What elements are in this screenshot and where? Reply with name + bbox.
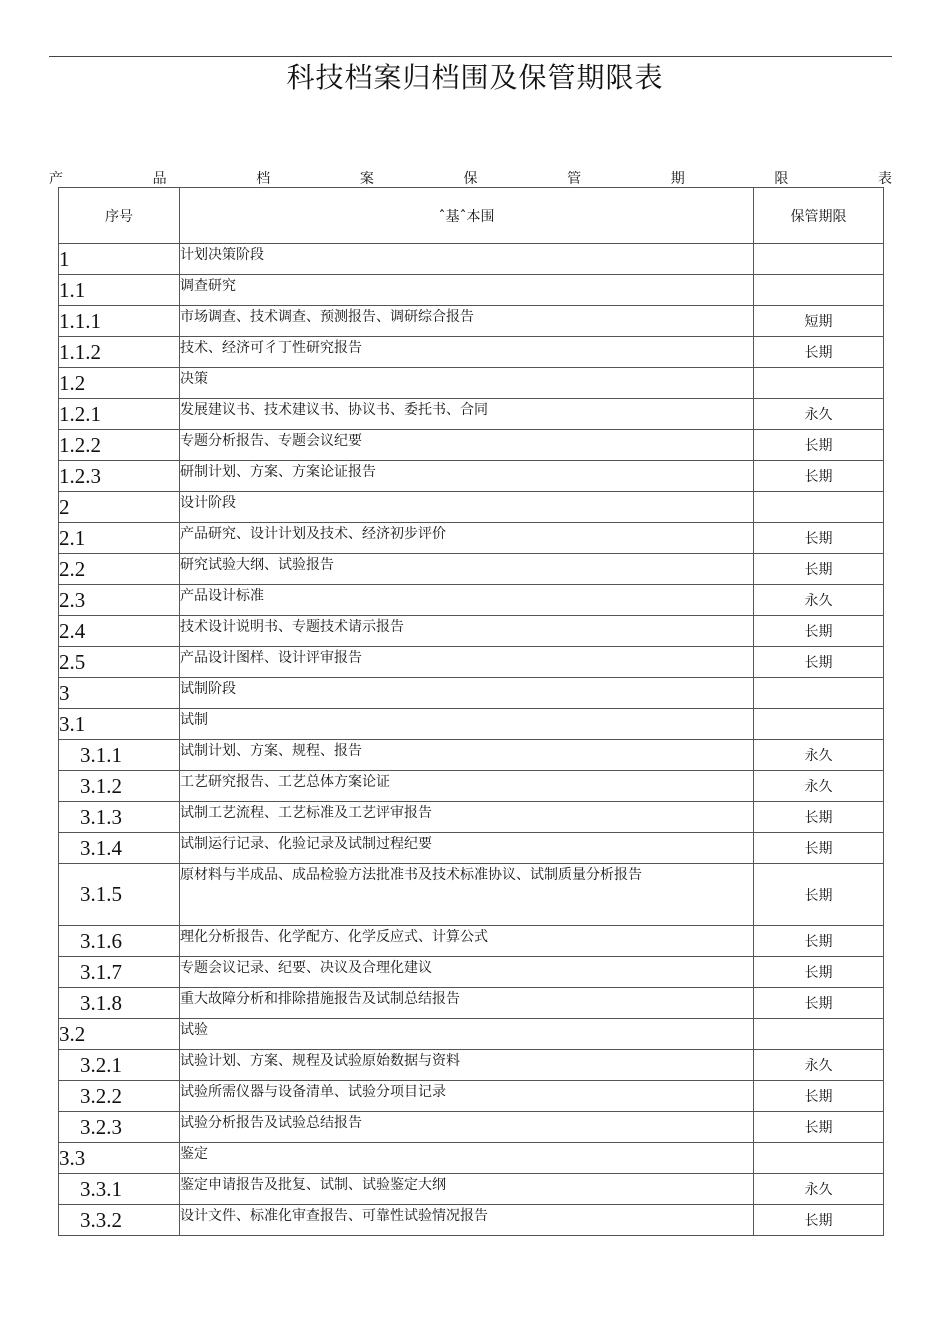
row-number: 1.1 — [59, 275, 180, 306]
row-period: 永久 — [754, 1050, 884, 1081]
row-period: 永久 — [754, 585, 884, 616]
row-number: 3 — [59, 678, 180, 709]
row-content: 试制阶段 — [180, 678, 754, 709]
row-period: 长期 — [754, 1081, 884, 1112]
table-row — [59, 1205, 884, 1236]
row-period — [754, 1143, 884, 1174]
row-content: 决策 — [180, 368, 754, 399]
row-content: 鉴定 — [180, 1143, 754, 1174]
top-rule — [49, 56, 892, 57]
row-content: 产品研究、设计计划及技术、经济初步评价 — [180, 523, 754, 554]
row-number: 3.3 — [59, 1143, 180, 1174]
row-content: 研制计划、方案、方案论证报告 — [180, 461, 754, 492]
table-row — [59, 399, 884, 430]
row-period: 长期 — [754, 957, 884, 988]
row-period: 长期 — [754, 802, 884, 833]
table-row — [59, 337, 884, 368]
row-period: 短期 — [754, 306, 884, 337]
row-period: 永久 — [754, 399, 884, 430]
table-row — [59, 1019, 884, 1050]
row-period — [754, 368, 884, 399]
table-row — [59, 802, 884, 833]
row-period: 长期 — [754, 430, 884, 461]
table-row — [59, 647, 884, 678]
row-content: 工艺研究报告、工艺总体方案论证 — [180, 771, 754, 802]
caption-char: 表 — [878, 171, 892, 187]
row-period: 长期 — [754, 647, 884, 678]
row-number: 1.2.3 — [59, 461, 180, 492]
row-period — [754, 1019, 884, 1050]
header-scope: ˆ基ˆ本围 — [180, 188, 754, 244]
row-number: 2.4 — [59, 616, 180, 647]
archive-table — [58, 187, 884, 1236]
row-number: 2 — [59, 492, 180, 523]
row-period — [754, 244, 884, 275]
row-number: 3.1.1 — [59, 740, 180, 771]
row-number: 1 — [59, 244, 180, 275]
table-row — [59, 275, 884, 306]
row-content: 原材料与半成品、成品检验方法批准书及技术标准协议、试制质量分析报告 — [180, 864, 754, 926]
row-period: 长期 — [754, 1112, 884, 1143]
row-number: 3.2.1 — [59, 1050, 180, 1081]
row-period: 永久 — [754, 740, 884, 771]
row-period: 长期 — [754, 926, 884, 957]
row-period: 长期 — [754, 461, 884, 492]
row-content: 试制运行记录、化验记录及试制过程纪要 — [180, 833, 754, 864]
row-number: 3.1.8 — [59, 988, 180, 1019]
caption-char: 档 — [256, 171, 271, 187]
row-number: 1.2.1 — [59, 399, 180, 430]
row-content: 试验所需仪器与设备清单、试验分项目记录 — [180, 1081, 754, 1112]
row-number: 2.1 — [59, 523, 180, 554]
row-number: 3.2.3 — [59, 1112, 180, 1143]
row-period: 永久 — [754, 771, 884, 802]
row-number: 1.2.2 — [59, 430, 180, 461]
row-content: 市场调查、技术调查、预测报告、调研综合报告 — [180, 306, 754, 337]
row-number: 3.1.4 — [59, 833, 180, 864]
row-number: 3.1.6 — [59, 926, 180, 957]
table-row — [59, 244, 884, 275]
row-number: 2.2 — [59, 554, 180, 585]
row-number: 3.3.2 — [59, 1205, 180, 1236]
row-content: 试验计划、方案、规程及试验原始数据与资料 — [180, 1050, 754, 1081]
row-content: 重大故障分析和排除措施报告及试制总结报告 — [180, 988, 754, 1019]
table-row — [59, 368, 884, 399]
row-period: 长期 — [754, 1205, 884, 1236]
table-header-row — [59, 188, 884, 244]
row-period — [754, 275, 884, 306]
row-content: 试验 — [180, 1019, 754, 1050]
table-row — [59, 771, 884, 802]
row-number: 1.2 — [59, 368, 180, 399]
table-row — [59, 616, 884, 647]
row-number: 3.1.5 — [59, 864, 180, 926]
row-number: 3.1.2 — [59, 771, 180, 802]
table-row — [59, 988, 884, 1019]
row-content: 试制计划、方案、规程、报告 — [180, 740, 754, 771]
caption-char: 限 — [774, 171, 789, 187]
page-title: 科技档案归档围及保管期限表 — [286, 61, 664, 94]
row-period: 长期 — [754, 864, 884, 926]
row-number: 2.3 — [59, 585, 180, 616]
row-number: 2.5 — [59, 647, 180, 678]
table-row — [59, 492, 884, 523]
row-content: 产品设计标准 — [180, 585, 754, 616]
row-number: 1.1.2 — [59, 337, 180, 368]
table-row — [59, 1143, 884, 1174]
row-period: 永久 — [754, 1174, 884, 1205]
row-period: 长期 — [754, 523, 884, 554]
caption-char: 产 — [49, 171, 63, 187]
table-row — [59, 461, 884, 492]
table-row — [59, 554, 884, 585]
row-period — [754, 492, 884, 523]
table-row — [59, 709, 884, 740]
caption-char: 案 — [359, 171, 374, 187]
row-period: 长期 — [754, 337, 884, 368]
caption-char: 品 — [152, 171, 167, 187]
row-period: 长期 — [754, 616, 884, 647]
row-period: 长期 — [754, 988, 884, 1019]
table-row — [59, 864, 884, 926]
row-number: 3.1.3 — [59, 802, 180, 833]
table-row — [59, 585, 884, 616]
row-content: 试制工艺流程、工艺标准及工艺评审报告 — [180, 802, 754, 833]
table-row — [59, 1112, 884, 1143]
row-period: 长期 — [754, 554, 884, 585]
caption-char: 保 — [463, 171, 478, 187]
row-content: 产品设计图样、设计评审报告 — [180, 647, 754, 678]
row-content: 试验分析报告及试验总结报告 — [180, 1112, 754, 1143]
row-number: 3.2.2 — [59, 1081, 180, 1112]
row-content: 计划决策阶段 — [180, 244, 754, 275]
table-row — [59, 1174, 884, 1205]
row-period — [754, 678, 884, 709]
row-content: 调查研究 — [180, 275, 754, 306]
row-number: 3.1.7 — [59, 957, 180, 988]
row-number: 3.2 — [59, 1019, 180, 1050]
row-content: 专题分析报告、专题会议纪要 — [180, 430, 754, 461]
table-row — [59, 1081, 884, 1112]
table-row — [59, 1050, 884, 1081]
row-content: 专题会议记录、纪要、决议及合理化建议 — [180, 957, 754, 988]
row-content: 设计阶段 — [180, 492, 754, 523]
row-content: 研究试验大纲、试验报告 — [180, 554, 754, 585]
table-row — [59, 306, 884, 337]
row-number: 3.3.1 — [59, 1174, 180, 1205]
row-content: 发展建议书、技术建议书、协议书、委托书、合同 — [180, 399, 754, 430]
caption-char: 期 — [670, 171, 685, 187]
table-caption — [49, 170, 892, 188]
caption-char: 管 — [567, 171, 582, 187]
row-content: 理化分析报告、化学配方、化学反应式、计算公式 — [180, 926, 754, 957]
table-row — [59, 740, 884, 771]
row-content: 试制 — [180, 709, 754, 740]
row-period — [754, 709, 884, 740]
row-content: 技术、经济可彳丁性研究报告 — [180, 337, 754, 368]
table-row — [59, 957, 884, 988]
row-content: 设计文件、标准化审查报告、可靠性试验情况报告 — [180, 1205, 754, 1236]
table-row — [59, 523, 884, 554]
header-serial: 序号 — [59, 188, 180, 244]
row-content: 鉴定申请报告及批复、试制、试验鉴定大纲 — [180, 1174, 754, 1205]
table-row — [59, 926, 884, 957]
table-row — [59, 833, 884, 864]
row-number: 1.1.1 — [59, 306, 180, 337]
row-period: 长期 — [754, 833, 884, 864]
table-row — [59, 430, 884, 461]
row-content: 技术设计说明书、专题技术请示报告 — [180, 616, 754, 647]
row-number: 3.1 — [59, 709, 180, 740]
header-period: 保管期限 — [754, 188, 884, 244]
table-row — [59, 678, 884, 709]
